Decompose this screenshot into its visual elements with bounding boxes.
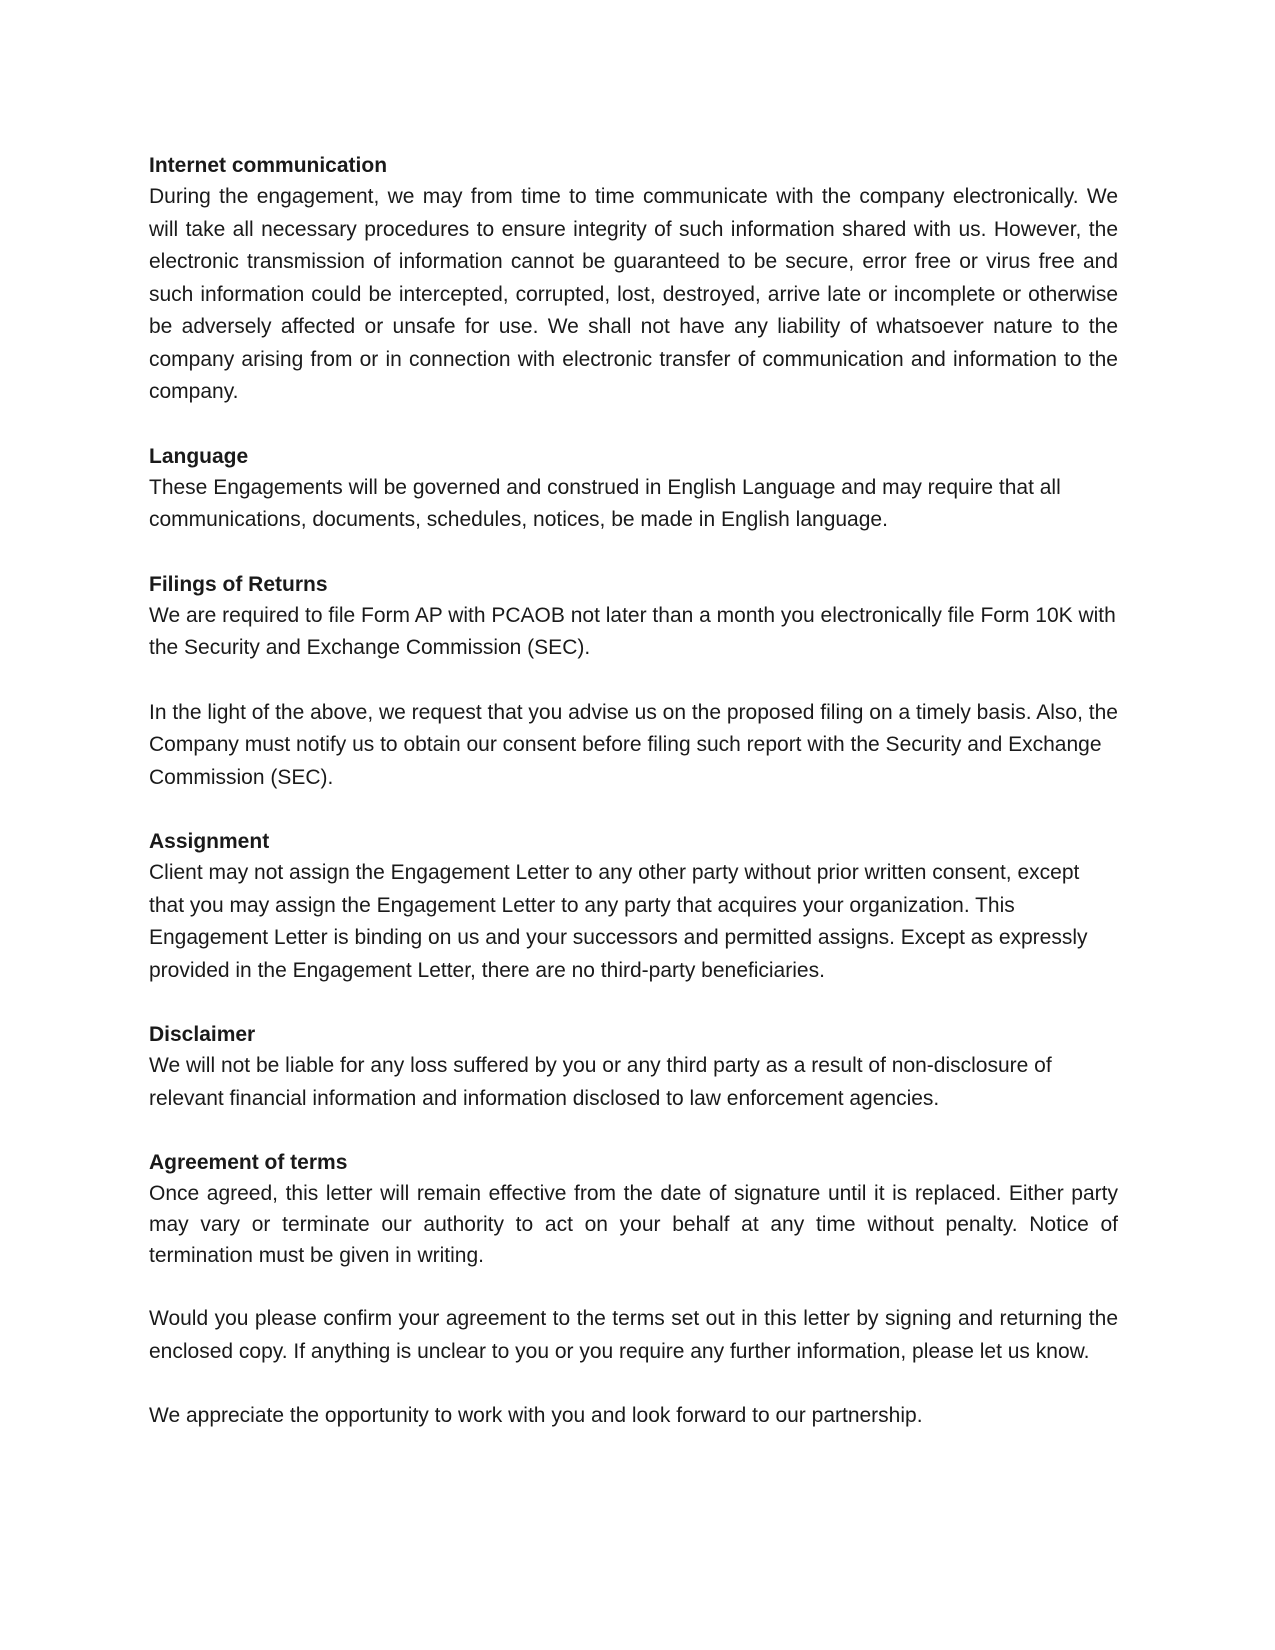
section-language (149, 441, 1118, 537)
section-paragraph: During the engagement, we may from time to time communicate with the company electronically. We will take all necessary procedures to ensure integrity of such information shared with us. However, the electronic transmission of information cannot be guaranteed to be secure, error free or virus free and such information could be intercepted, corrupted, lost, destroyed, arrive late or incomplete or otherwise be adversely affected or unsafe for use. We shall not have any liability of whatsoever nature to the company arising from or in connection with electronic transfer of communication and information to the company. (149, 185, 1118, 403)
section-filings-of-returns (149, 569, 1118, 795)
section-heading: Assignment (149, 830, 270, 853)
section-heading: Disclaimer (149, 1023, 256, 1046)
section-agreement-of-terms (149, 1147, 1118, 1433)
section-disclaimer (149, 1019, 1118, 1115)
section-heading: Internet communication (149, 154, 388, 177)
section-paragraph: These Engagements will be governed and construed in English Language and may require that all communications, documents, schedules, notices, be made in English language. (149, 475, 1061, 531)
section-heading: Agreement of terms (149, 1151, 348, 1174)
section-heading: Language (149, 444, 249, 468)
section-paragraph: Once agreed, this letter will remain effective from the date of signature until it is replaced. Either party may vary or terminate our authority to act on your behalf at any time without penalty. Notice of termination must be given in writing. (149, 1182, 1118, 1267)
section-assignment (149, 826, 1118, 987)
section-heading: Filings of Returns (149, 572, 328, 596)
section-paragraph: Client may not assign the Engagement Letter to any other party without prior written consent, except that you may assign the Engagement Letter to any party that acquires your organization. This Engagement Letter is binding on us and your successors and permitted assigns. Except as expressly provided in the Engagement Letter, there are no third-party beneficiaries. (149, 861, 1088, 982)
section-internet-communication (149, 150, 1118, 409)
section-paragraph: We will not be liable for any loss suffered by you or any third party as a result of non-disclosure of relevant financial information and information disclosed to law enforcement agencies. (149, 1054, 1052, 1110)
section-paragraph: Would you please confirm your agreement to the terms set out in this letter by signing and returning the enclosed copy. If anything is unclear to you or you require any further information, please let us know. (149, 1307, 1118, 1363)
closing-paragraph: We appreciate the opportunity to work with you and look forward to our partnership. (149, 1404, 923, 1427)
document-page (149, 150, 1118, 1465)
section-paragraph: In the light of the above, we request that you advise us on the proposed filing on a timely basis. Also, the Company must notify us to obtain our consent before filing such report with the Security and Exchange Commission (SEC). (149, 700, 1118, 789)
section-paragraph: We are required to file Form AP with PCAOB not later than a month you electronically file Form 10K with the Security and Exchange Commission (SEC). (149, 603, 1116, 659)
